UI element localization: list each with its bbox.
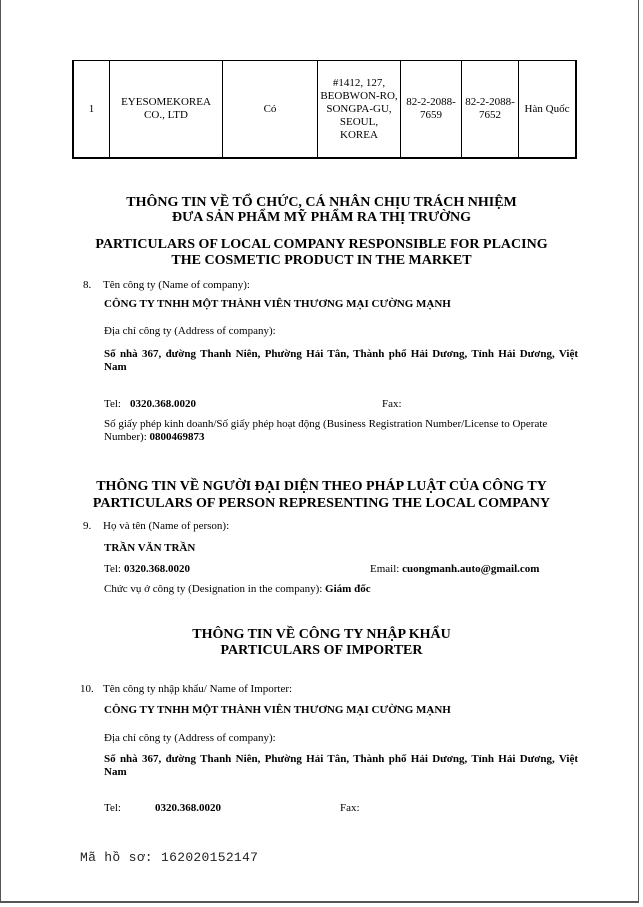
cell-has: Có xyxy=(223,61,318,159)
company-address-label: Địa chỉ công ty (Address of company): xyxy=(104,325,276,337)
tel-label: Tel: xyxy=(104,398,121,410)
person-name-value: TRẦN VĂN TRẦN xyxy=(104,542,196,554)
person-tel-label: Tel: xyxy=(104,563,121,575)
person-designation xyxy=(104,583,371,596)
importer-tel-label: Tel: xyxy=(104,802,121,814)
person-tel-value: 0320.368.0020 xyxy=(124,563,190,575)
email-value: cuongmanh.auto@gmail.com xyxy=(402,563,540,575)
section-person-heading-en: PARTICULARS OF PERSON REPRESENTING THE LOCAL COMPANY xyxy=(92,496,551,511)
person-name-label: Họ và tên (Name of person): xyxy=(103,520,230,532)
section-local-heading-vi-2: ĐƯA SẢN PHẨM MỸ PHẨM RA THỊ TRƯỜNG xyxy=(171,210,472,225)
company-name-label: Tên công ty (Name of company): xyxy=(103,279,250,291)
cell-no: 1 xyxy=(73,61,110,159)
importer-address-label: Địa chỉ công ty (Address of company): xyxy=(104,732,276,744)
person-email xyxy=(370,563,539,576)
manufacturer-table xyxy=(72,60,577,159)
cell-company-name: EYESOMEKOREA CO., LTD xyxy=(110,61,223,159)
license-line xyxy=(104,418,582,444)
cell-fax: 82-2-2088-7652 xyxy=(462,61,519,159)
section-person-heading-vi: THÔNG TIN VỀ NGƯỜI ĐẠI DIỆN THEO PHÁP LUẬT CỦA CÔNG TY xyxy=(96,479,547,494)
importer-address-value: Số nhà 367, đường Thanh Niên, Phường Hải Tân, Thành phố Hải Dương, Tỉnh Hải Dương, Việt Nam xyxy=(104,753,578,778)
email-label: Email: xyxy=(370,563,400,575)
designation-label: Chức vụ ở công ty (Designation in the company): xyxy=(104,583,323,595)
cell-address: #1412, 127, BEOBWON-RO, SONGPA-GU, SEOUL, KOREA xyxy=(318,61,401,159)
section-importer-heading-vi: THÔNG TIN VỀ CÔNG TY NHẬP KHẨU xyxy=(192,627,451,642)
license-value: 0800469873 xyxy=(149,431,205,443)
item-number-9: 9. xyxy=(83,520,92,532)
importer-name-value: CÔNG TY TNHH MỘT THÀNH VIÊN THƯƠNG MẠI CƯỜNG MẠNH xyxy=(104,704,451,716)
fax-label: Fax: xyxy=(382,398,402,410)
importer-fax-label: Fax: xyxy=(340,802,360,814)
license-label: Số giấy phép kinh doanh/Số giấy phép hoạt động (Business Registration Number/License to Operate Number): xyxy=(104,418,548,443)
item-number-10: 10. xyxy=(80,683,94,695)
section-local-heading-en-1: PARTICULARS OF LOCAL COMPANY RESPONSIBLE FOR PLACING xyxy=(95,237,548,252)
item-number-8: 8. xyxy=(83,279,92,291)
dossier-number: Mã hồ sơ: 162020152147 xyxy=(80,850,259,865)
importer-tel-value: 0320.368.0020 xyxy=(155,802,221,814)
company-name-value: CÔNG TY TNHH MỘT THÀNH VIÊN THƯƠNG MẠI CƯỜNG MẠNH xyxy=(104,298,451,310)
designation-value: Giám đốc xyxy=(325,583,371,595)
table-row xyxy=(73,61,576,159)
tel-value: 0320.368.0020 xyxy=(130,398,196,410)
importer-name-label: Tên công ty nhập khẩu/ Name of Importer: xyxy=(103,683,293,695)
company-address-value: Số nhà 367, đường Thanh Niên, Phường Hải Tân, Thành phố Hải Dương, Tỉnh Hải Dương, Việt Nam xyxy=(104,348,578,373)
cell-country: Hàn Quốc xyxy=(519,61,577,159)
cell-phone: 82-2-2088-7659 xyxy=(401,61,462,159)
section-local-heading-vi-1: THÔNG TIN VỀ TỔ CHỨC, CÁ NHÂN CHỊU TRÁCH NHIỆM xyxy=(126,195,517,210)
section-local-heading-en-2: THE COSMETIC PRODUCT IN THE MARKET xyxy=(171,253,472,268)
section-importer-heading-en: PARTICULARS OF IMPORTER xyxy=(220,643,423,658)
